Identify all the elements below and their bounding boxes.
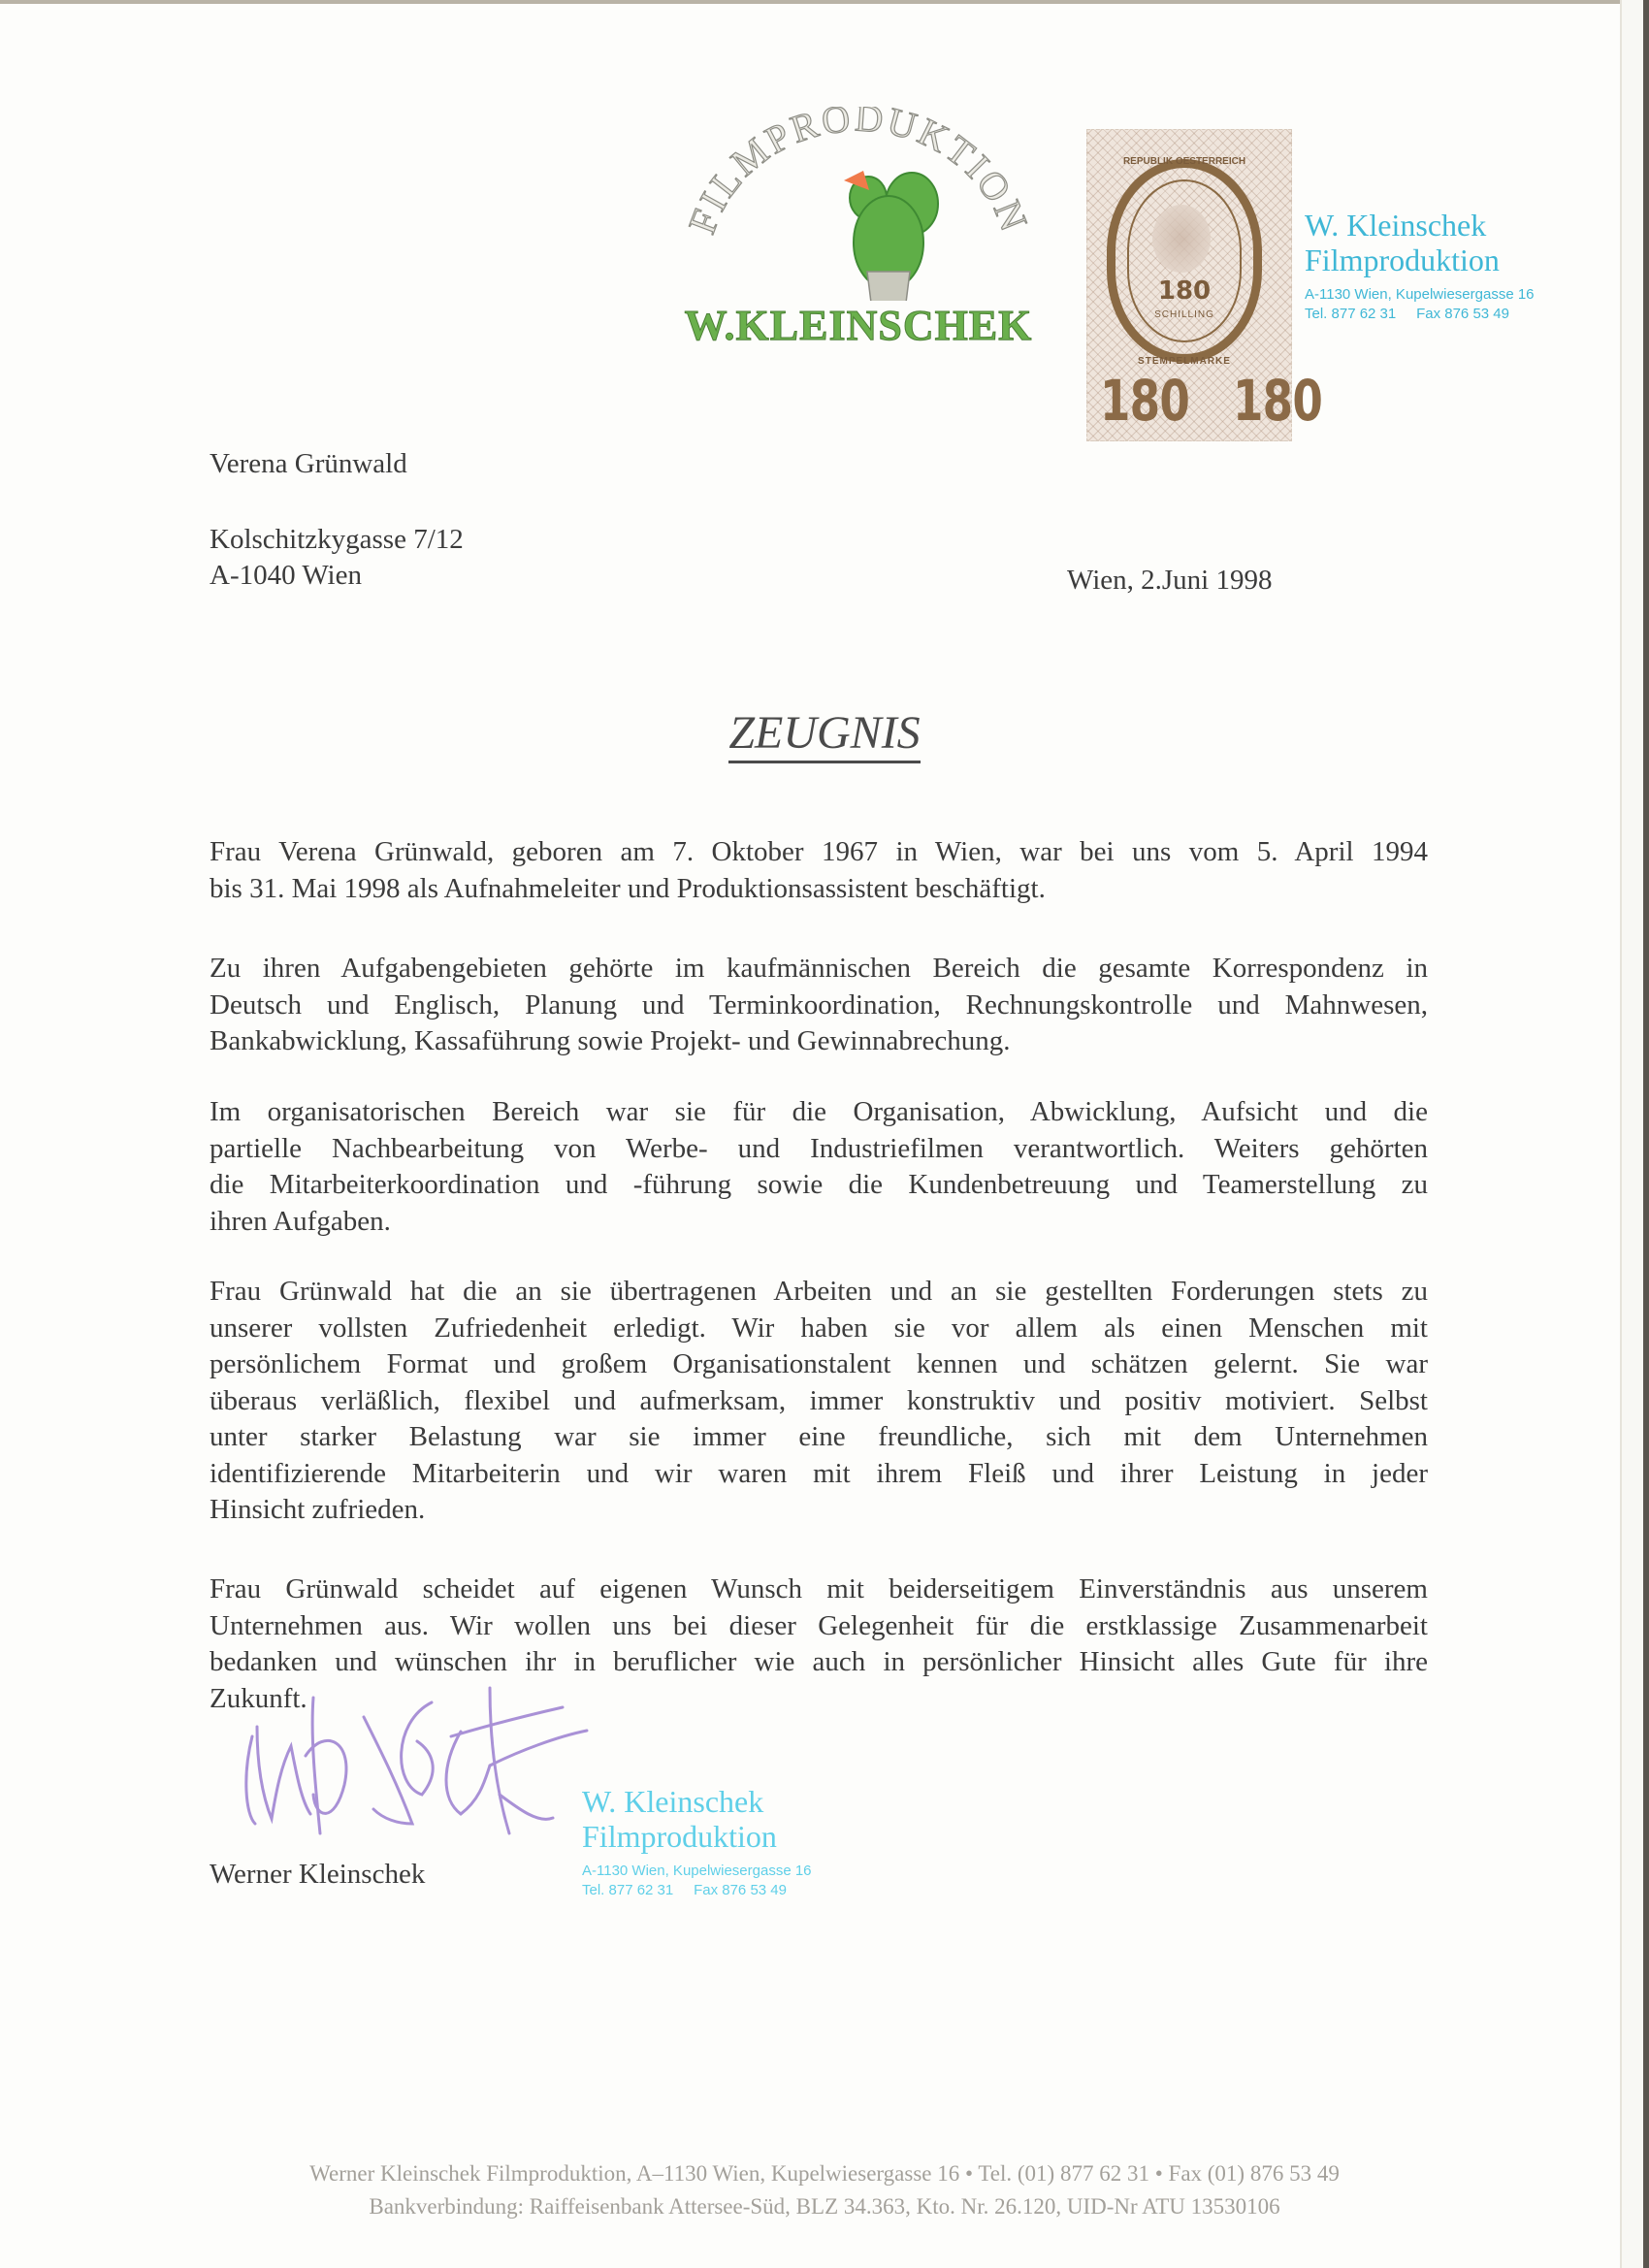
revenue-bottom-value: 180 — [1099, 368, 1190, 434]
text-line: Im organisatorischen Bereich war sie für die Organisation, Abwicklung, Aufsicht und die — [210, 1096, 1428, 1127]
revenue-unit: SCHILLING — [1154, 309, 1214, 320]
cactus-icon — [844, 171, 938, 301]
text-line: identifizierende Mitarbeiterin und wir waren mit ihrem Fleiß und ihrer Leistung in jeder — [210, 1457, 1428, 1489]
handwritten-signature — [199, 1678, 645, 1843]
revenue-stamp — [1086, 129, 1323, 441]
document-title — [0, 706, 1649, 760]
recipient-name: Verena Grünwald — [210, 448, 407, 479]
stamp-line-1: W. Kleinschek — [1305, 208, 1487, 243]
paragraph-evaluation — [210, 1274, 1428, 1529]
text-line: Hinsicht zufrieden. — [210, 1494, 426, 1525]
text-line: Bankabwicklung, Kassaführung sowie Projekt- und Gewinnabrechung. — [210, 1025, 1011, 1056]
stamp-line-3: A-1130 Wien, Kupelwiesergasse 16 — [1305, 286, 1535, 303]
revenue-arc-top: REPUBLIK OESTERREICH — [1122, 156, 1246, 167]
text-line: partielle Nachbearbeitung von Werbe- und Industriefilmen verantwortlich. Weiters gehörten — [210, 1132, 1428, 1164]
document-title-text: ZEUGNIS — [728, 707, 920, 763]
text-line: überaus verläßlich, flexibel und aufmerksam, immer konstruktiv und positiv motiviert. Selbst — [210, 1384, 1428, 1416]
text-line: unter starker Belastung war sie immer eine freundliche, sich mit dem Unternehmen — [210, 1421, 1428, 1452]
revenue-stamp-oval — [1107, 156, 1262, 367]
company-ink-stamp — [1305, 209, 1586, 364]
text-line: Frau Grünwald scheidet auf eigenen Wunsch mit beiderseitigem Einverständnis aus unserem — [210, 1573, 1428, 1604]
logo-arc-text: FILMPRODUKTION — [679, 107, 1038, 240]
scan-edge-right — [1620, 0, 1649, 2268]
text-line: unserer vollsten Zufriedenheit erledigt. Wir haben sie vor allem als einen Menschen mit — [210, 1312, 1428, 1344]
paragraph-commercial-tasks — [210, 951, 1428, 1060]
signature-block — [199, 1678, 645, 1843]
text-line: die Mitarbeiterkoordination und -führung sowie die Kundenbetreuung und Teamerstellung zu — [210, 1169, 1428, 1200]
paragraph-employment — [210, 834, 1428, 907]
stamp-line-4: Tel. 877 62 31 Fax 876 53 49 — [1305, 306, 1509, 322]
logo-brand-name: W.KLEINSCHEK — [684, 302, 1033, 349]
text-line: bis 31. Mai 1998 als Aufnahmeleiter und Produktionsassistent beschäftigt. — [210, 872, 1046, 904]
signer-name: Werner Kleinschek — [210, 1859, 426, 1890]
signature-stamp-line-4: Tel. 877 62 31 Fax 876 53 49 — [582, 1882, 787, 1898]
recipient-address — [210, 522, 464, 594]
pot-icon — [867, 272, 910, 301]
recipient-street: Kolschitzkygasse 7/12 — [210, 524, 464, 555]
signature-stamp-line-3: A-1130 Wien, Kupelwiesergasse 16 — [582, 1863, 812, 1879]
stamp-line-2: Filmproduktion — [1305, 243, 1500, 277]
revenue-value: 180 — [1157, 276, 1212, 306]
text-line: persönlichem Format und großem Organisationstalent kennen und schätzen gelernt. Sie war — [210, 1348, 1428, 1379]
revenue-arc-bottom: STEMPELMARKE — [1138, 356, 1231, 367]
signature-company-stamp — [582, 1785, 989, 1911]
letter-date: Wien, 2.Juni 1998 — [1067, 565, 1273, 596]
text-line: Frau Grünwald hat die an sie übertragenen Arbeiten und an sie gestellten Forderungen stets zu — [210, 1276, 1428, 1307]
company-logo — [669, 107, 1048, 349]
text-line: ihren Aufgaben. — [210, 1205, 391, 1237]
recipient-city: A-1040 Wien — [210, 560, 362, 591]
footer-address: Werner Kleinschek Filmproduktion, A–1130 Wien, Kupelwiesergasse 16 • Tel. (01) 877 62 31 • Fax (01) 876 53 49 — [309, 2161, 1340, 2186]
revenue-bottom-value: 180 — [1233, 368, 1323, 434]
text-line: Deutsch und Englisch, Planung und Terminkoordination, Rechnungskontrolle und Mahnwesen, — [210, 988, 1428, 1021]
scan-edge-top — [0, 0, 1622, 4]
revenue-bottom-values — [1087, 368, 1323, 434]
text-line: Frau Verena Grünwald, geboren am 7. Oktober 1967 in Wien, war bei uns vom 5. April 1994 — [210, 836, 1428, 867]
text-line: Unternehmen aus. Wir wollen uns bei dieser Gelegenheit für die erstklassige Zusammenarbeit — [210, 1609, 1428, 1641]
text-line: bedanken und wünschen ihr in beruflicher wie auch in persönlicher Hinsicht alles Gute für ihre — [210, 1646, 1428, 1677]
paragraph-organisational-tasks — [210, 1094, 1428, 1240]
signature-stamp-line-1: W. Kleinschek — [582, 1784, 764, 1819]
logo-graphic — [669, 107, 1048, 301]
text-line: Zu ihren Aufgabengebieten gehörte im kaufmännischen Bereich die gesamte Korrespondenz in — [210, 953, 1428, 984]
signature-stamp-line-2: Filmproduktion — [582, 1819, 777, 1854]
footer-bank-details: Bankverbindung: Raiffeisenbank Attersee-Süd, BLZ 34.363, Kto. Nr. 26.120, UID-Nr ATU 13530106 — [369, 2194, 1280, 2219]
text-line: Zukunft. — [210, 1682, 307, 1714]
eagle-icon — [1152, 205, 1211, 273]
